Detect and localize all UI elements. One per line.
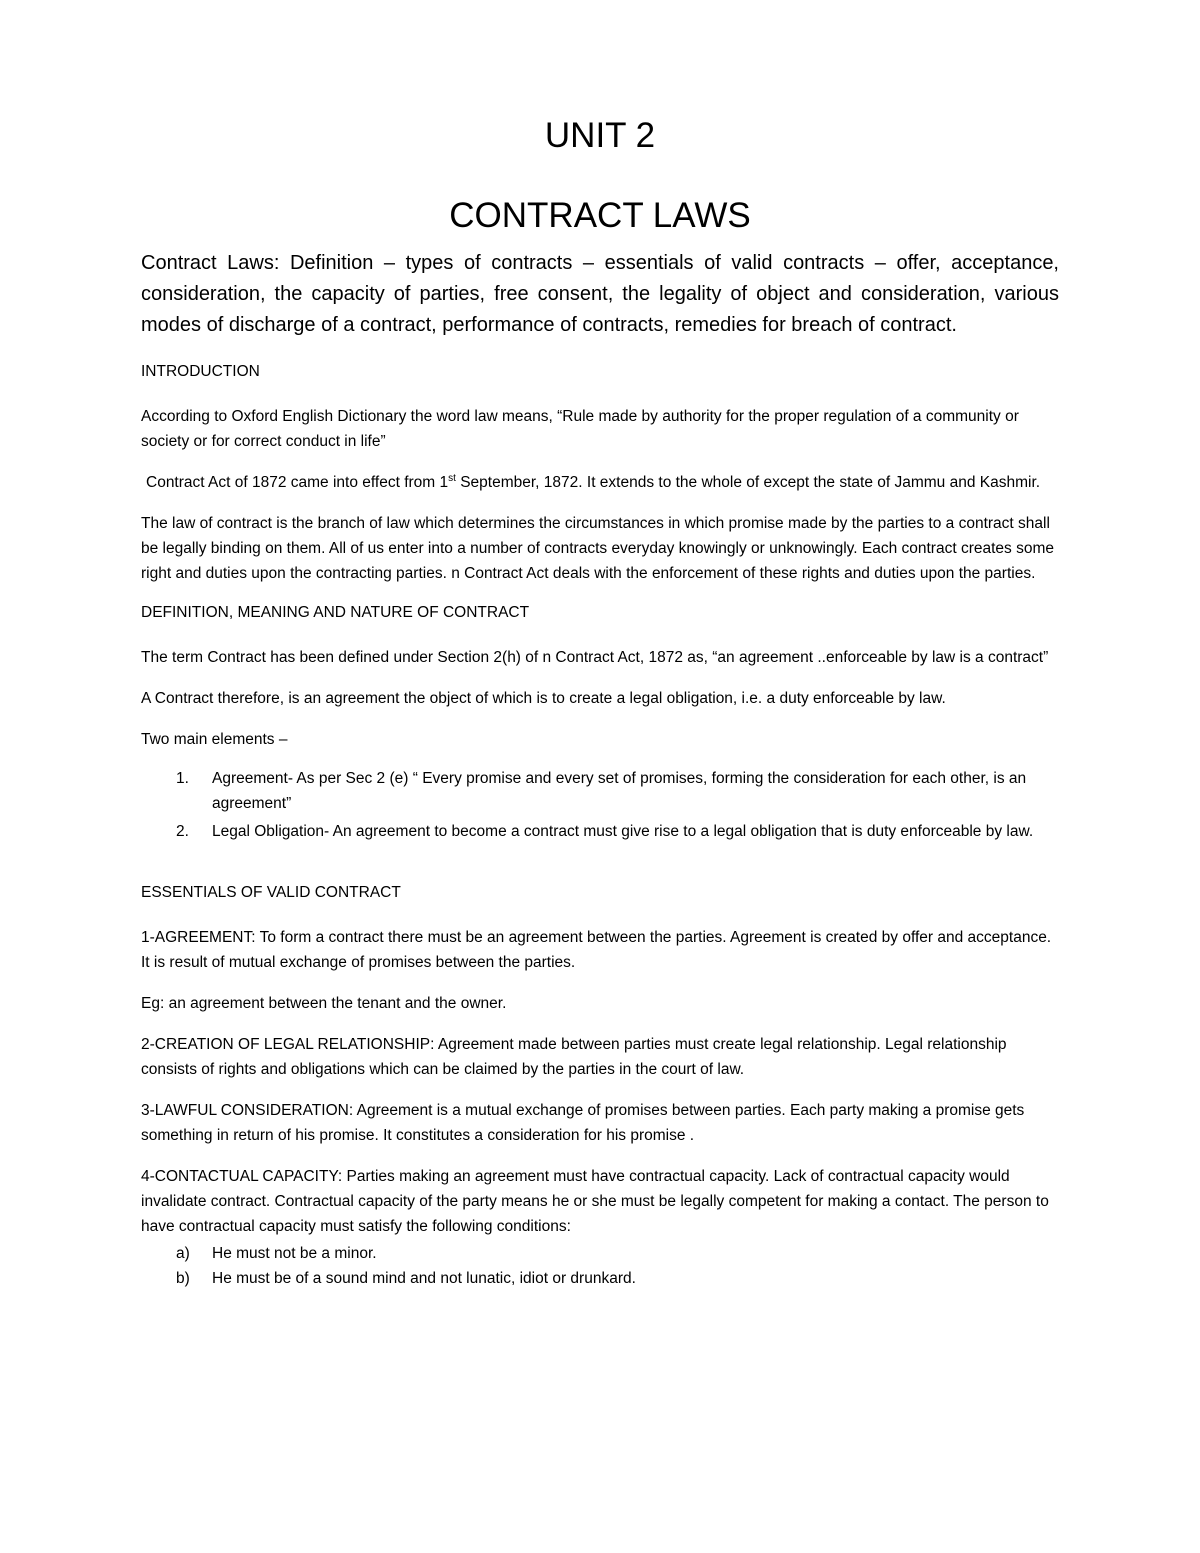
list-marker: 2. — [176, 823, 189, 840]
list-item-text: Legal Obligation- An agreement to become a contract must give rise to a legal obligation that is duty enforceable by law. — [212, 823, 1034, 840]
capacity-conditions-list — [141, 1241, 1059, 1291]
item-label: 3-LAWFUL CONSIDERATION: — [141, 1102, 354, 1119]
essential-item-example — [141, 991, 1059, 1016]
essential-item-lawful-consideration — [141, 1098, 1059, 1148]
introduction-paragraph-1: According to Oxford English Dictionary the word law means, “Rule made by authority for the proper regulation of a community or society or for correct conduct in life” — [141, 408, 1019, 450]
list-item-text: Agreement- As per Sec 2 (e) “ Every promise and every set of promises, forming the consideration for each other, is an agreement” — [212, 770, 1027, 812]
essential-item-agreement — [141, 925, 1059, 975]
paragraph-text: September, 1872. It extends to the whole of except the state of Jammu and Kashmir. — [455, 474, 1041, 491]
list-item — [141, 819, 1059, 844]
main-title: CONTRACT LAWS — [449, 196, 751, 235]
item-text: Parties making an agreement must have contractual capacity. Lack of contractual capacity would invalidate contract. Contractual capacity of the party means he or she must be legally competent for making a contact. The person to have contractual capacity must satisfy the following conditions: — [141, 1168, 1049, 1235]
item-text: Eg: an agreement between the tenant and the owner. — [141, 995, 507, 1012]
superscript: st — [448, 472, 456, 484]
paragraph-text: Contract Act of 1872 came into effect from 1 — [146, 474, 449, 491]
item-label: 2-CREATION OF LEGAL RELATIONSHIP: — [141, 1036, 435, 1053]
list-item-text: He must be of a sound mind and not lunatic, idiot or drunkard. — [212, 1270, 636, 1287]
item-text: To form a contract there must be an agreement between the parties. Agreement is created by offer and acceptance. It is result of mutual exchange of promises between the parties. — [141, 929, 1052, 971]
item-text: Agreement made between parties must create legal relationship. Legal relationship consists of rights and obligations which can be claimed by the parties in the court of law. — [141, 1036, 1007, 1078]
introduction-heading: INTRODUCTION — [141, 363, 260, 380]
item-label: 4-CONTACTUAL CAPACITY: — [141, 1168, 343, 1185]
introduction-paragraph-2 — [141, 470, 1059, 495]
list-marker: 1. — [176, 770, 189, 787]
list-item-text: He must not be a minor. — [212, 1245, 377, 1262]
list-marker: b) — [176, 1270, 190, 1287]
definition-paragraph-1: The term Contract has been defined under Section 2(h) of n Contract Act, 1872 as, “an agreement ..enforceable by law is a contract” — [141, 649, 1049, 666]
list-item — [141, 1266, 1059, 1291]
document-body — [141, 112, 1059, 1291]
item-label: 1-AGREEMENT: — [141, 929, 256, 946]
essential-item-contractual-capacity — [141, 1164, 1059, 1239]
unit-title: UNIT 2 — [544, 116, 656, 155]
main-elements-list — [141, 766, 1059, 844]
essentials-heading: ESSENTIALS OF VALID CONTRACT — [141, 884, 401, 901]
item-text: Agreement is a mutual exchange of promises between parties. Each party making a promise gets something in return of his promise. It constitutes a consideration for his promise . — [141, 1102, 1025, 1144]
definition-paragraph-3: Two main elements – — [141, 731, 288, 748]
introduction-paragraph-3: The law of contract is the branch of law which determines the circumstances in which promise made by the parties to a contract shall be legally binding on them. All of us enter into a number of contracts everyday knowingly or unknowingly. Each contract creates some right and duties upon the contracting parties. n Contract Act deals with the enforcement of these rights and duties upon the parties. — [141, 515, 1054, 582]
definition-paragraph-2: A Contract therefore, is an agreement the object of which is to create a legal obligation, i.e. a duty enforceable by law. — [141, 690, 946, 707]
essential-item-legal-relationship — [141, 1032, 1059, 1082]
definition-heading: DEFINITION, MEANING AND NATURE OF CONTRACT — [141, 604, 530, 621]
list-marker: a) — [176, 1245, 190, 1262]
list-item — [141, 1241, 1059, 1266]
syllabus-paragraph: Contract Laws: Definition – types of contracts – essentials of valid contracts – offer, acceptance, consideration, the capacity of parties, free consent, the legality of object and consideration, various modes of discharge of a contract, performance of contracts, remedies for breach of contract. — [141, 252, 1059, 336]
list-item — [141, 766, 1059, 816]
